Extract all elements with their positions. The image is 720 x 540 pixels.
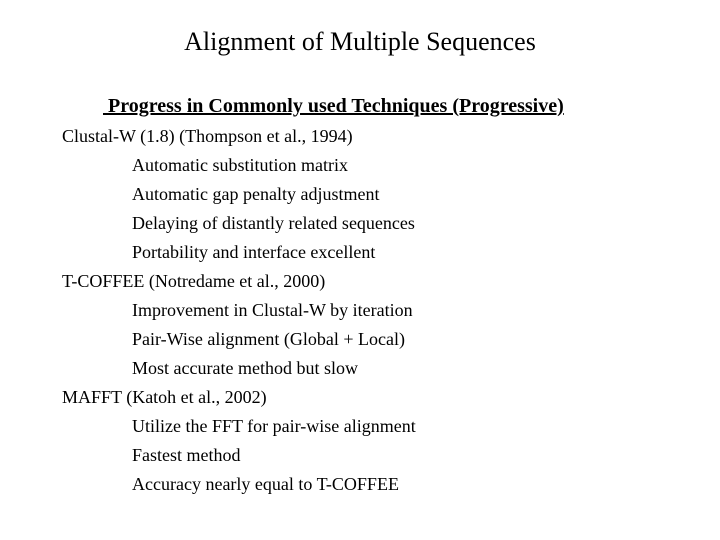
content-list	[62, 122, 702, 499]
method-heading-line: MAFFT (Katoh et al., 2002)	[62, 387, 267, 407]
feature-line: Automatic gap penalty adjustment	[132, 184, 380, 204]
feature-line: Automatic substitution matrix	[132, 155, 348, 175]
slide-subtitle: Progress in Commonly used Techniques (Progressive)	[103, 95, 564, 117]
feature-line: Pair-Wise alignment (Global + Local)	[132, 329, 405, 349]
slide-title: Alignment of Multiple Sequences	[184, 27, 536, 56]
feature-line: Improvement in Clustal-W by iteration	[132, 300, 413, 320]
feature-line: Most accurate method but slow	[132, 358, 358, 378]
feature-line: Portability and interface excellent	[132, 242, 376, 262]
feature-line: Accuracy nearly equal to T-COFFEE	[132, 474, 399, 494]
method-heading-line: Clustal-W (1.8) (Thompson et al., 1994)	[62, 126, 353, 146]
feature-line: Fastest method	[132, 445, 241, 465]
feature-line: Delaying of distantly related sequences	[132, 213, 415, 233]
feature-line: Utilize the FFT for pair-wise alignment	[132, 416, 416, 436]
method-heading-line: T-COFFEE (Notredame et al., 2000)	[62, 271, 326, 291]
